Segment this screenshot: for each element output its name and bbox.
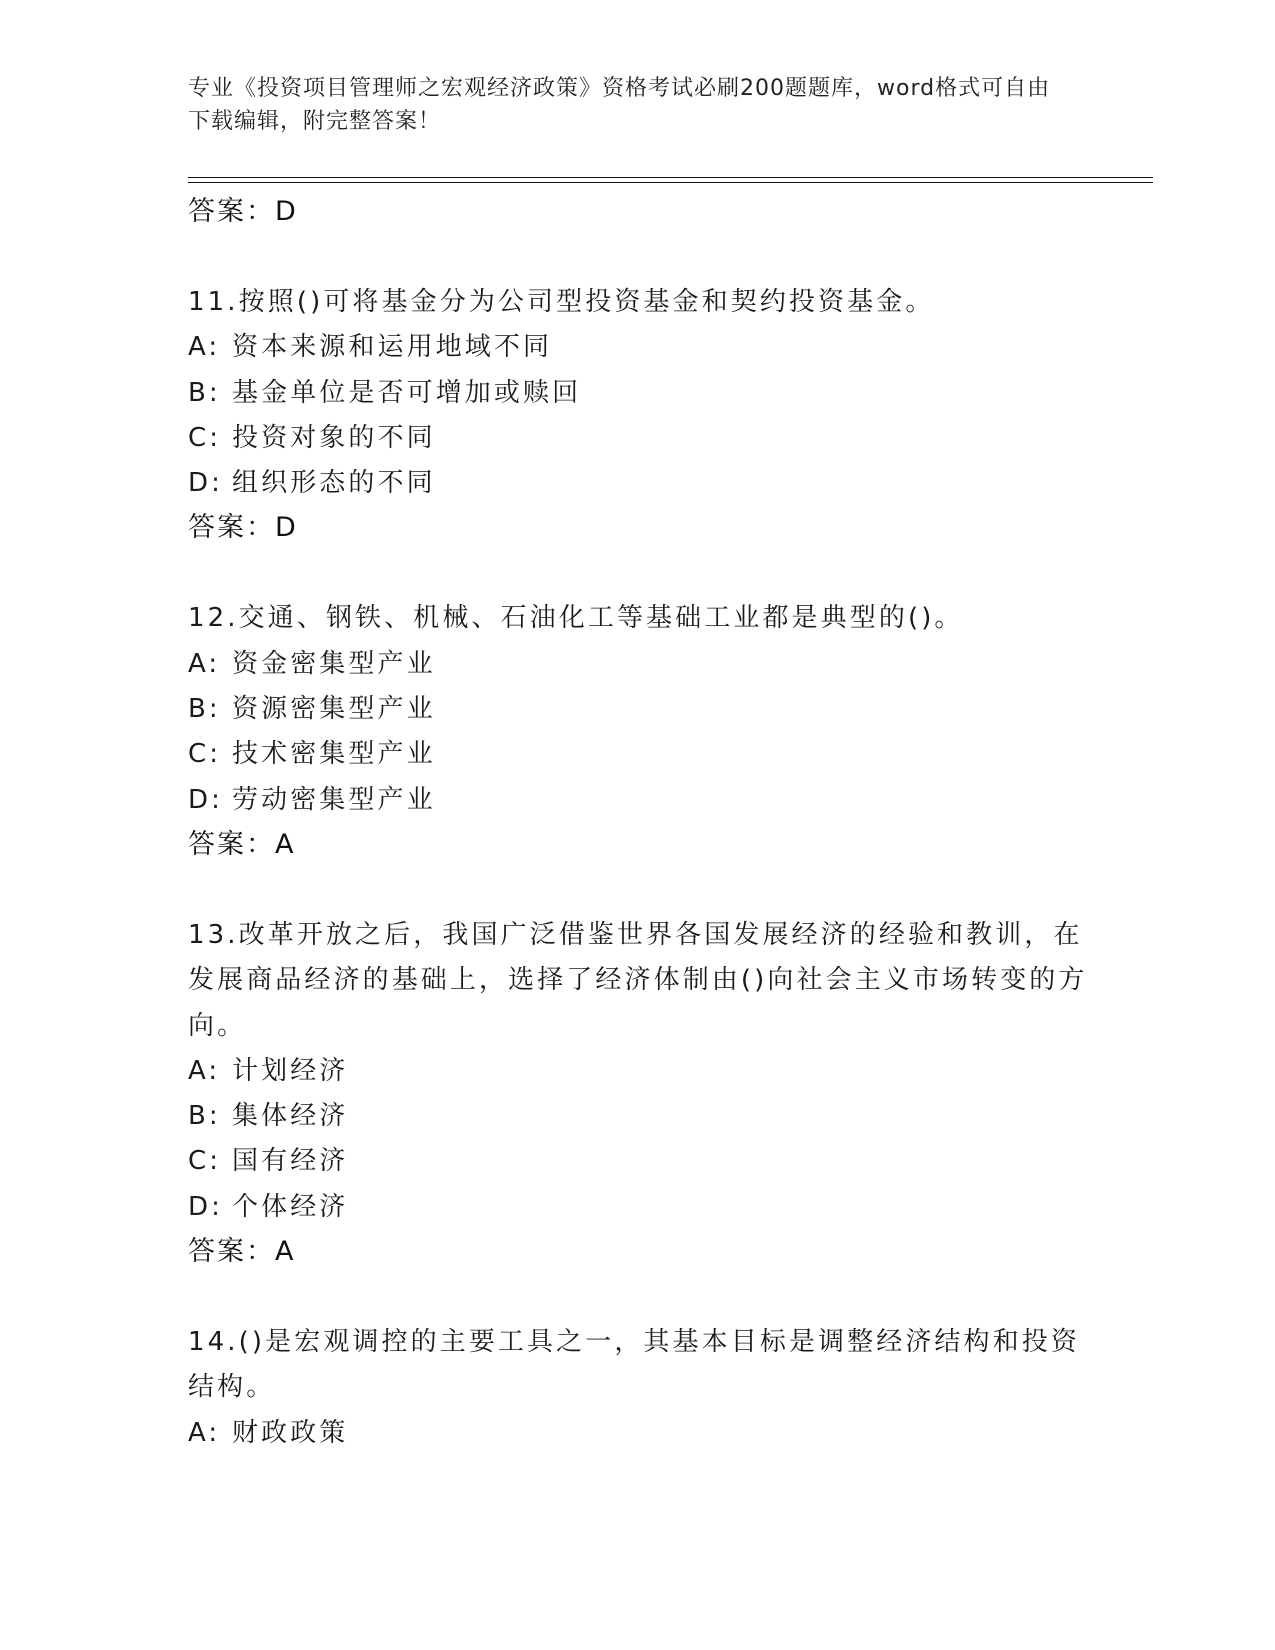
question-stem: 13.改革开放之后，我国广泛借鉴世界各国发展经济的经验和教训，在发展商品经济的基础上，选择了经济体制由()向社会主义市场转变的方向。 (188, 919, 1088, 1041)
option-label: B: (188, 377, 221, 408)
option-label: B: (188, 694, 221, 725)
option-c (188, 416, 1088, 461)
option-label: A: (188, 332, 221, 363)
option-b (188, 687, 1088, 732)
document-header (188, 72, 1068, 138)
answer-line: 答案：D (188, 196, 298, 227)
option-label: A: (188, 1417, 221, 1448)
option-d (188, 778, 1088, 823)
option-text: 技术密集型产业 (232, 739, 436, 770)
question-item (188, 913, 1088, 1274)
option-text: 资金密集型产业 (232, 648, 436, 679)
option-text: 劳动密集型产业 (232, 784, 436, 815)
option-text: 投资对象的不同 (232, 422, 436, 453)
option-a (188, 642, 1088, 687)
option-c (188, 732, 1088, 777)
header-intro-text: 专业《投资项目管理师之宏观经济政策》资格考试必刷200题题库，word格式可自由下载编辑，附完整答案！ (188, 76, 1051, 134)
option-a (188, 325, 1088, 370)
option-label: C: (188, 739, 222, 770)
question-item (188, 280, 1088, 550)
option-label: C: (188, 422, 222, 453)
option-text: 计划经济 (232, 1055, 349, 1086)
option-text: 集体经济 (232, 1101, 349, 1132)
question-item (188, 596, 1088, 866)
answer-line: 答案：A (188, 828, 296, 860)
question-stem: 14.()是宏观调控的主要工具之一，其基本目标是调整经济结构和投资结构。 (188, 1327, 1080, 1403)
option-label: D: (188, 784, 223, 815)
answer-line: 答案：A (188, 1236, 296, 1268)
option-text: 资本来源和运用地域不同 (232, 332, 553, 363)
option-text: 资源密集型产业 (232, 694, 436, 725)
option-text: 个体经济 (232, 1191, 349, 1222)
header-divider-bottom (188, 182, 1153, 183)
option-b (188, 371, 1088, 416)
option-label: D: (188, 1191, 223, 1222)
option-c (188, 1139, 1088, 1184)
question-list (188, 190, 1088, 1456)
question-stem: 12.交通、钢铁、机械、石油化工等基础工业都是典型的()。 (188, 603, 964, 634)
question-stem: 11.按照()可将基金分为公司型投资基金和契约投资基金。 (188, 287, 935, 317)
header-divider-top (188, 177, 1153, 178)
option-text: 组织形态的不同 (232, 468, 436, 499)
option-label: B: (188, 1101, 221, 1132)
option-text: 基金单位是否可增加或赎回 (232, 377, 582, 408)
option-text: 财政政策 (232, 1417, 349, 1448)
question-item (188, 1320, 1088, 1456)
option-d (188, 461, 1088, 506)
option-label: A: (188, 1055, 221, 1086)
option-label: D: (188, 468, 223, 499)
answer-line: 答案：D (188, 512, 298, 544)
option-label: A: (188, 648, 221, 679)
option-a (188, 1411, 1088, 1456)
option-text: 国有经济 (232, 1146, 349, 1177)
option-b (188, 1094, 1088, 1139)
option-d (188, 1185, 1088, 1230)
option-label: C: (188, 1146, 222, 1177)
option-a (188, 1049, 1088, 1094)
